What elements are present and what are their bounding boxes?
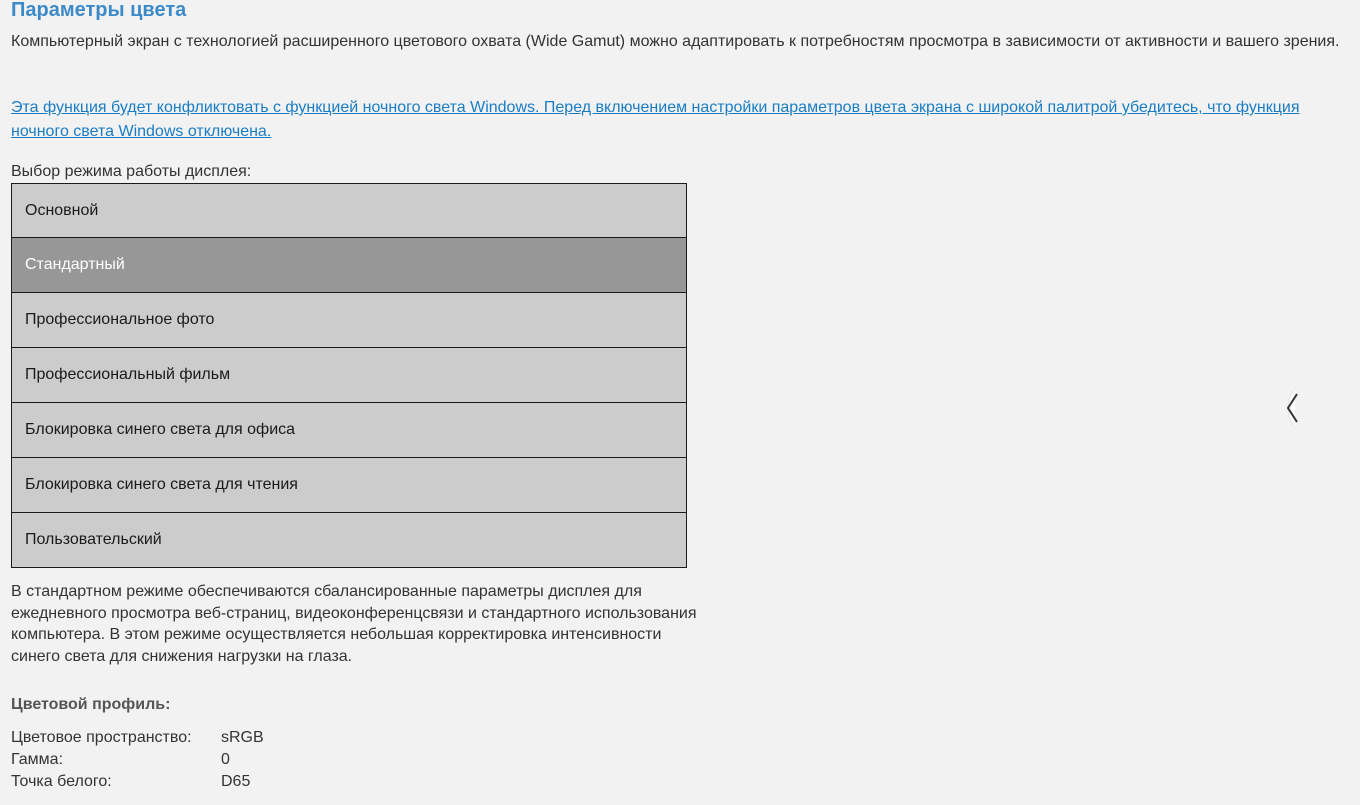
mode-item-blue-light-reading[interactable]: Блокировка синего света для чтения	[11, 458, 687, 513]
page-title: Параметры цвета	[11, 0, 187, 21]
chevron-left-icon	[1277, 385, 1305, 431]
profile-key: Гамма:	[11, 751, 64, 768]
night-light-warning-link[interactable]: Эта функция будет конфликтовать с функцией ночного света Windows. Перед включением настройки параметров цвета экрана с широкой палитрой убедитесь, что функция ночного света Windows отключена.	[11, 99, 1300, 140]
mode-item-blue-light-office[interactable]: Блокировка синего света для офиса	[11, 403, 687, 458]
profile-row-gamma	[11, 749, 230, 771]
profile-row-white-point	[11, 771, 250, 793]
profile-row-color-space	[11, 727, 264, 749]
profile-key: Точка белого:	[11, 773, 112, 790]
mode-item-custom[interactable]: Пользовательский	[11, 513, 687, 568]
mode-item-pro-photo[interactable]: Профессиональное фото	[11, 293, 687, 348]
profile-value: D65	[221, 773, 251, 790]
mode-description: В стандартном режиме обеспечиваются сбалансированные параметры дисплея для ежедневного просмотра веб-страниц, видеоконференцсвязи и стандартного использования компьютера. В этом режиме осуществляется небольшая корректировка интенсивности синего света для снижения нагрузки на глаза.	[11, 583, 697, 665]
profile-key: Цветовое пространство:	[11, 729, 192, 746]
profile-value: 0	[221, 751, 230, 768]
display-mode-label: Выбор режима работы дисплея:	[11, 163, 252, 180]
intro-text: Компьютерный экран с технологией расширенного цветового охвата (Wide Gamut) можно адаптировать к потребностям просмотра в зависимости от активности и вашего зрения.	[11, 33, 1340, 50]
mode-item-basic[interactable]: Основной	[11, 183, 687, 238]
profile-value: sRGB	[221, 729, 264, 746]
color-profile-title: Цветовой профиль:	[11, 696, 171, 713]
back-arrow-button[interactable]	[1277, 385, 1305, 431]
mode-item-pro-film[interactable]: Профессиональный фильм	[11, 348, 687, 403]
mode-item-standard[interactable]: Стандартный	[11, 238, 687, 293]
display-mode-list	[11, 183, 687, 568]
